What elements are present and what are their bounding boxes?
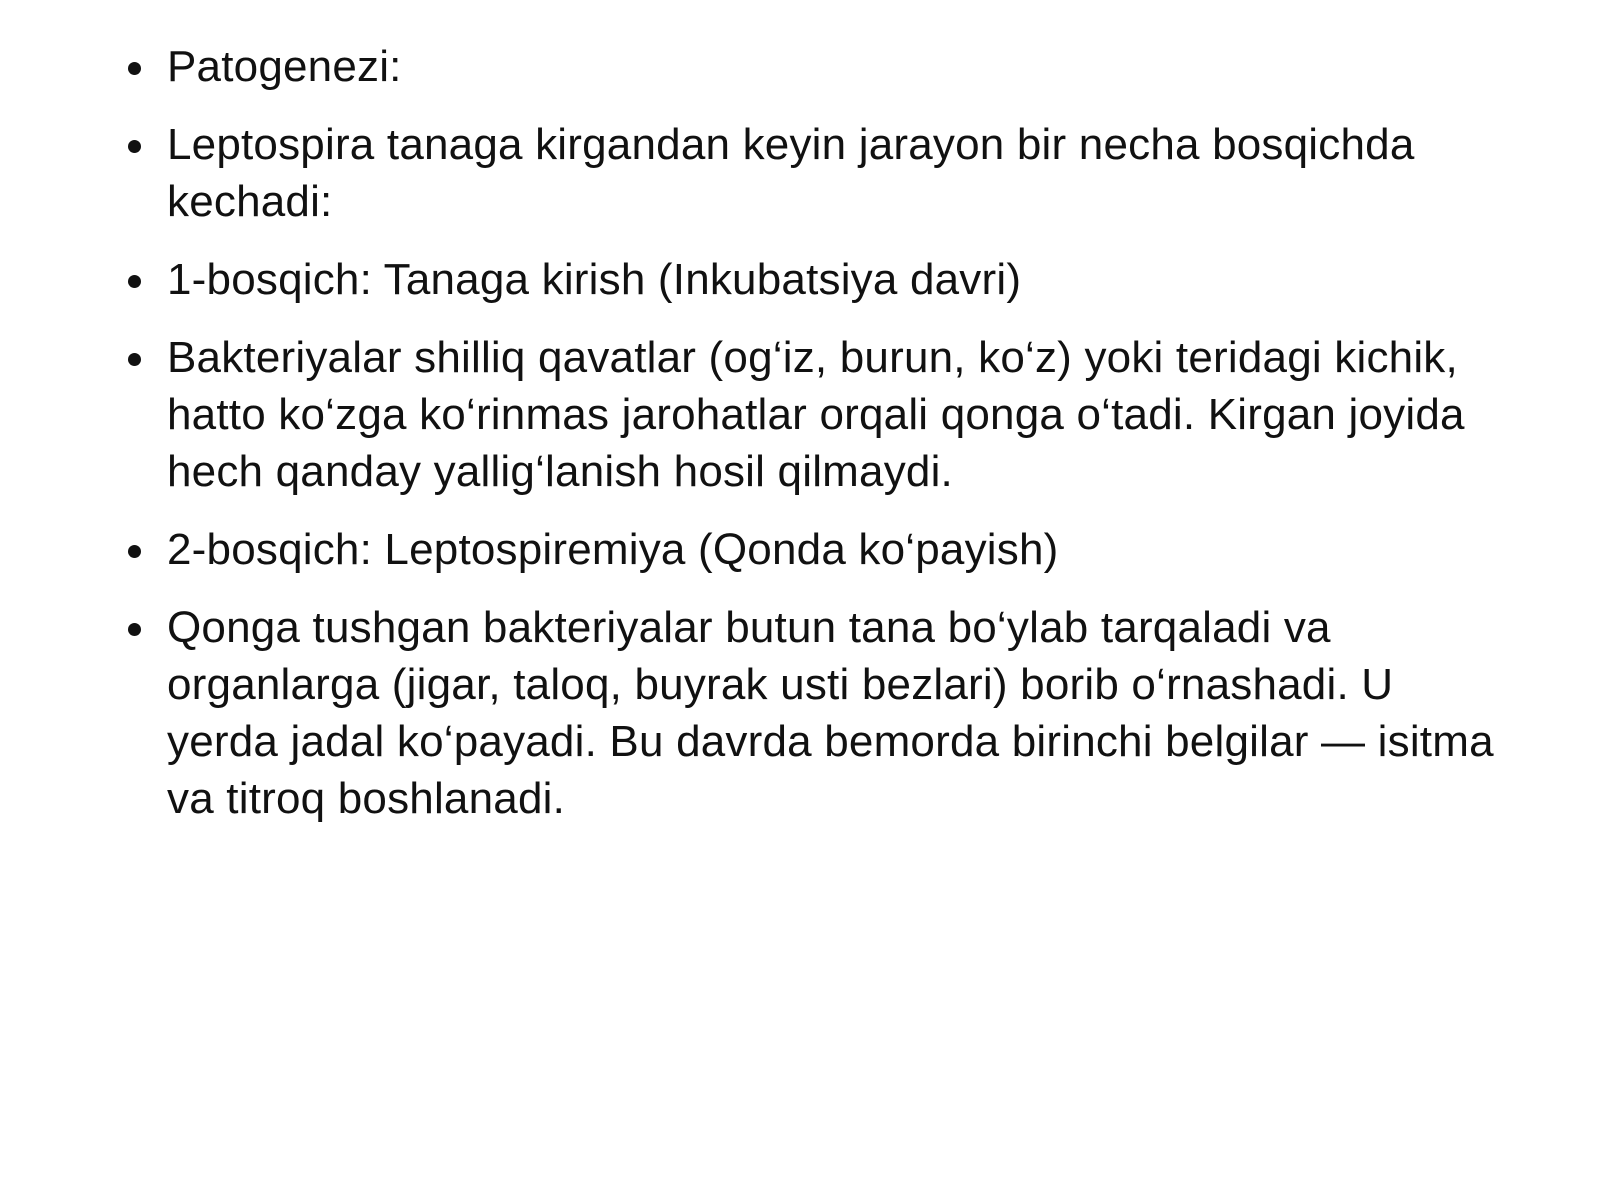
- bullet-item: [122, 116, 1502, 230]
- bullet-item: [122, 329, 1502, 500]
- bullet-dot-icon: [128, 623, 141, 636]
- bullet-item: [122, 521, 1502, 578]
- bullet-text: Bakteriyalar shilliq qavatlar (og‘iz, burun, ko‘z) yoki teridagi kichik, hatto ko‘zga ko‘rinmas jarohatlar orqali qonga o‘tadi. Kirgan joyida hech qanday yallig‘lanish hosil qilmaydi.: [167, 333, 1465, 496]
- bullet-dot-icon: [128, 545, 141, 558]
- bullet-item: [122, 38, 1502, 95]
- bullet-dot-icon: [128, 62, 141, 75]
- bullet-dot-icon: [128, 275, 141, 288]
- bullet-list: [122, 38, 1502, 848]
- bullet-dot-icon: [128, 353, 141, 366]
- bullet-text: 2-bosqich: Leptospiremiya (Qonda ko‘payish): [167, 525, 1059, 574]
- bullet-text: 1-bosqich: Tanaga kirish (Inkubatsiya davri): [167, 255, 1022, 304]
- bullet-dot-icon: [128, 140, 141, 153]
- bullet-text: Leptospira tanaga kirgandan keyin jarayon bir necha bosqichda kechadi:: [167, 120, 1415, 226]
- bullet-item: [122, 599, 1502, 827]
- bullet-text: Qonga tushgan bakteriyalar butun tana bo‘ylab tarqaladi va organlarga (jigar, taloq, buyrak usti bezlari) borib o‘rnashadi. U yerda jadal ko‘payadi. Bu davrda bemorda birinchi belgilar — isitma va titroq boshlanadi.: [167, 603, 1494, 823]
- bullet-text: Patogenezi:: [167, 42, 402, 91]
- bullet-item: [122, 251, 1502, 308]
